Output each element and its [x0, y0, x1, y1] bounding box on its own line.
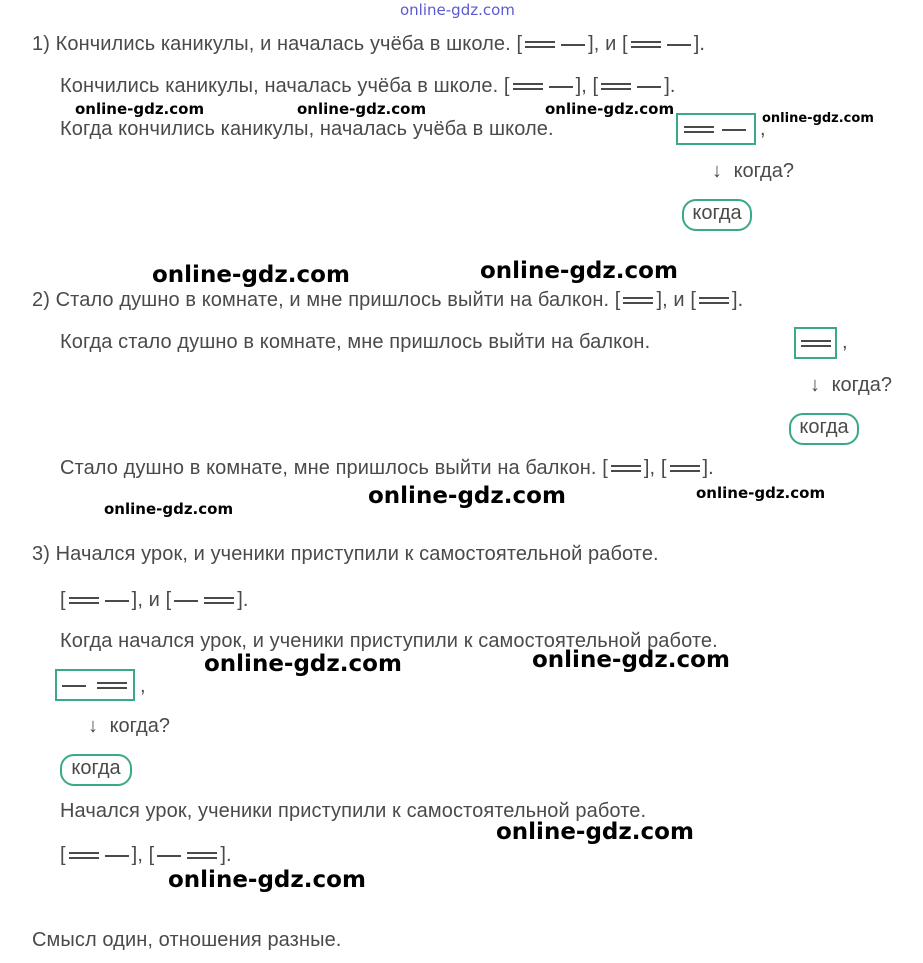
ex3-scheme2: [60, 843, 232, 867]
watermark: online-gdz.com: [696, 484, 826, 502]
watermark: online-gdz.com: [480, 258, 678, 284]
predicate-line: [667, 44, 691, 46]
question-text: когда?: [831, 374, 892, 396]
subject-double-line: [623, 297, 653, 304]
ex3-sentence: 3) Начался урок, и ученики приступили к самостоятельной работе.: [32, 543, 659, 565]
subject-double-line: [204, 597, 234, 604]
watermark-top: online-gdz.com: [400, 1, 515, 19]
watermark: online-gdz.com: [297, 100, 427, 118]
subordinate-clause-box: [794, 327, 837, 359]
ex2-line3-end: ].: [702, 457, 714, 479]
predicate-line: [174, 600, 198, 602]
ex1-variant2: Когда кончились каникулы, началась учёба в школе.: [60, 118, 554, 140]
watermark: online-gdz.com: [368, 483, 566, 509]
ex1-variant1: [60, 74, 676, 98]
ex1-line1-end: ].: [693, 33, 706, 55]
subject-double-line: [601, 83, 631, 90]
ex3-scheme1-end: ].: [237, 589, 249, 611]
watermark: online-gdz.com: [545, 100, 675, 118]
ex3-scheme1-mid: ], и [: [131, 589, 172, 611]
watermark: online-gdz.com: [152, 262, 350, 288]
predicate-line: [105, 855, 129, 857]
predicate-line: [62, 685, 86, 687]
subject-double-line: [670, 465, 700, 472]
ex1-line1-text: 1) Кончились каникулы, и началась учёба в школе. [: [32, 33, 523, 55]
comma: ,: [760, 118, 766, 140]
subject-double-line: [801, 340, 831, 347]
watermark: online-gdz.com: [75, 100, 205, 118]
subject-double-line: [525, 41, 555, 48]
conjunction-oval: когда: [789, 413, 859, 445]
ex2-line1-text: 2) Стало душно в комнате, и мне пришлось выйти на балкон. [: [32, 289, 621, 311]
ex3-scheme1: [60, 588, 249, 612]
ex1-line2-text: Кончились каникулы, началась учёба в школе. [: [60, 75, 510, 97]
subject-double-line: [69, 852, 99, 859]
question-text: когда?: [109, 715, 170, 737]
ex2-variant2: [60, 456, 714, 480]
question-text: когда?: [733, 160, 794, 182]
ex3-variant1: Когда начался урок, и ученики приступили к самостоятельной работе.: [60, 630, 718, 652]
question-arrow: [810, 373, 892, 397]
watermark: online-gdz.com: [168, 867, 366, 893]
predicate-line: [637, 86, 661, 88]
ex1-line2-mid: ], [: [575, 75, 599, 97]
comma: ,: [140, 675, 146, 697]
question-arrow: [712, 159, 794, 183]
down-arrow-icon: ↓: [88, 715, 98, 737]
ex3-variant2: Начался урок, ученики приступили к самостоятельной работе.: [60, 800, 647, 822]
question-arrow: [88, 714, 170, 738]
predicate-line: [157, 855, 181, 857]
bracket-open: [: [60, 589, 66, 611]
ex2-sentence: [32, 288, 743, 312]
ex2-variant1: Когда стало душно в комнате, мне пришлось выйти на балкон.: [60, 331, 651, 353]
predicate-line: [105, 600, 129, 602]
subject-double-line: [611, 465, 641, 472]
watermark: online-gdz.com: [104, 500, 234, 518]
subject-double-line: [684, 126, 714, 133]
watermark: online-gdz.com: [762, 111, 874, 126]
subordinate-clause-box: [676, 113, 756, 145]
ex3-scheme2-end: ].: [220, 844, 232, 866]
subject-double-line: [513, 83, 543, 90]
watermark: online-gdz.com: [204, 651, 402, 677]
subordinate-clause-box: [55, 669, 135, 701]
subject-double-line: [699, 297, 729, 304]
ex2-line1-end: ].: [732, 289, 744, 311]
watermark: online-gdz.com: [532, 647, 730, 673]
predicate-line: [549, 86, 573, 88]
predicate-line: [722, 129, 746, 131]
ex1-sentence: [32, 32, 705, 56]
down-arrow-icon: ↓: [810, 374, 820, 396]
comma: ,: [842, 331, 848, 353]
conjunction-oval: когда: [682, 199, 752, 231]
watermark: online-gdz.com: [496, 819, 694, 845]
subject-double-line: [69, 597, 99, 604]
ex1-line2-end: ].: [664, 75, 676, 97]
predicate-line: [561, 44, 585, 46]
ex2-line3-text: Стало душно в комнате, мне пришлось выйти на балкон. [: [60, 457, 608, 479]
ex2-line3-mid: ], [: [643, 457, 667, 479]
conclusion-text: Смысл один, отношения разные.: [32, 929, 342, 951]
ex2-line1-mid: ], и [: [656, 289, 697, 311]
conjunction-oval: когда: [60, 754, 132, 786]
ex1-line1-mid: ], и [: [588, 33, 628, 55]
ex3-scheme2-mid: ], [: [131, 844, 155, 866]
bracket-open: [: [60, 844, 66, 866]
subject-double-line: [97, 682, 127, 689]
subject-double-line: [187, 852, 217, 859]
subject-double-line: [631, 41, 661, 48]
down-arrow-icon: ↓: [712, 160, 722, 182]
